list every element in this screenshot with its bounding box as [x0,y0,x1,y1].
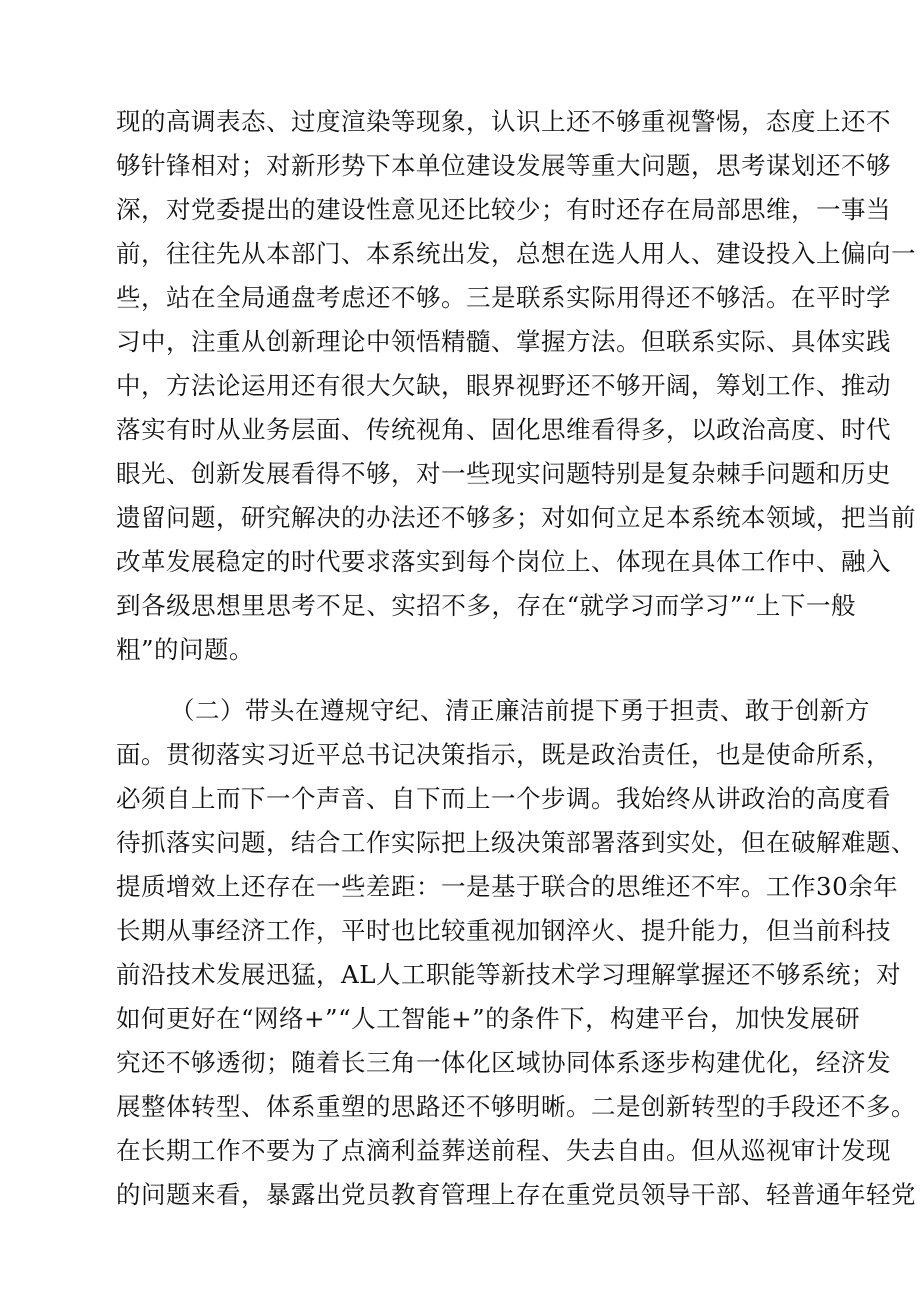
text-line: 些，站在全局通盘考虑还不够。三是联系实际用得还不够活。在平时学 [116,283,891,312]
text-line: 遗留问题，研究解决的办法还不够多；对如何立足本系统本领域，把当前 [116,503,916,532]
text-line: 够针锋相对；对新形势下本单位建设发展等重大问题，思考谋划还不够 [116,151,891,180]
document-body [116,100,916,1217]
paragraph-1 [116,100,916,672]
text-line: 如何更好在“网络+”“人工智能+”的条件下，构建平台，加快发展研 [116,1004,861,1033]
text-line: 改革发展稳定的时代要求落实到每个岗位上、体现在具体工作中、融入 [116,547,891,576]
text-line: 深，对党委提出的建设性意见还比较少；有时还存在局部思维，一事当 [116,195,891,224]
text-line: 到各级思想里思考不足、实招不多，存在“就学习而学习”“上下一般 [116,591,856,620]
text-line: 在长期工作不要为了点滴利益葬送前程、失去自由。但从巡视审计发现 [116,1136,891,1165]
text-line: 眼光、创新发展看得不够，对一些现实问题特别是复杂棘手问题和历史 [116,459,891,488]
text-line: 究还不够透彻；随着长三角一体化区域协同体系逐步构建优化，经济发 [116,1048,891,1077]
text-line: 待抓落实问题，结合工作实际把上级决策部署落到实处，但在破解难题、 [116,828,916,857]
text-line: 落实有时从业务层面、传统视角、固化思维看得多，以政治高度、时代 [116,415,891,444]
text-line: 展整体转型、体系重塑的思路还不够明晰。二是创新转型的手段还不多。 [116,1092,916,1121]
text-line: 长期从事经济工作，平时也比较重视加钢淬火、提升能力，但当前科技 [116,916,891,945]
paragraph-spacer [116,672,856,689]
paragraph-2 [116,689,916,1217]
text-line: 必须自上而下一个声音、自下而上一个步调。我始终从讲政治的高度看 [116,784,891,813]
text-line: 习中，注重从创新理论中领悟精髓、掌握方法。但联系实际、具体实践 [116,327,891,356]
text-line: 前沿技术发展迅猛，AL人工职能等新技术学习理解掌握还不够系统；对 [116,960,901,989]
text-line: 前，往往先从本部门、本系统出发，总想在选人用人、建设投入上偏向一 [116,239,916,268]
text-line: 面。贯彻落实习近平总书记决策指示，既是政治责任，也是使命所系， [116,740,891,769]
text-line: 提质增效上还存在一些差距：一是基于联合的思维还不牢。工作30余年 [116,872,899,901]
text-line: 现的高调表态、过度渲染等现象，认识上还不够重视警惕，态度上还不 [116,107,891,136]
text-line: 中，方法论运用还有很大欠缺，眼界视野还不够开阔，筹划工作、推动 [116,371,891,400]
section-heading-line: （二）带头在遵规守纪、清正廉洁前提下勇于担责、敢于创新方 [170,696,870,725]
text-line: 粗”的问题。 [116,635,255,664]
text-line: 的问题来看，暴露出党员教育管理上存在重党员领导干部、轻普通年轻党 [116,1180,916,1209]
